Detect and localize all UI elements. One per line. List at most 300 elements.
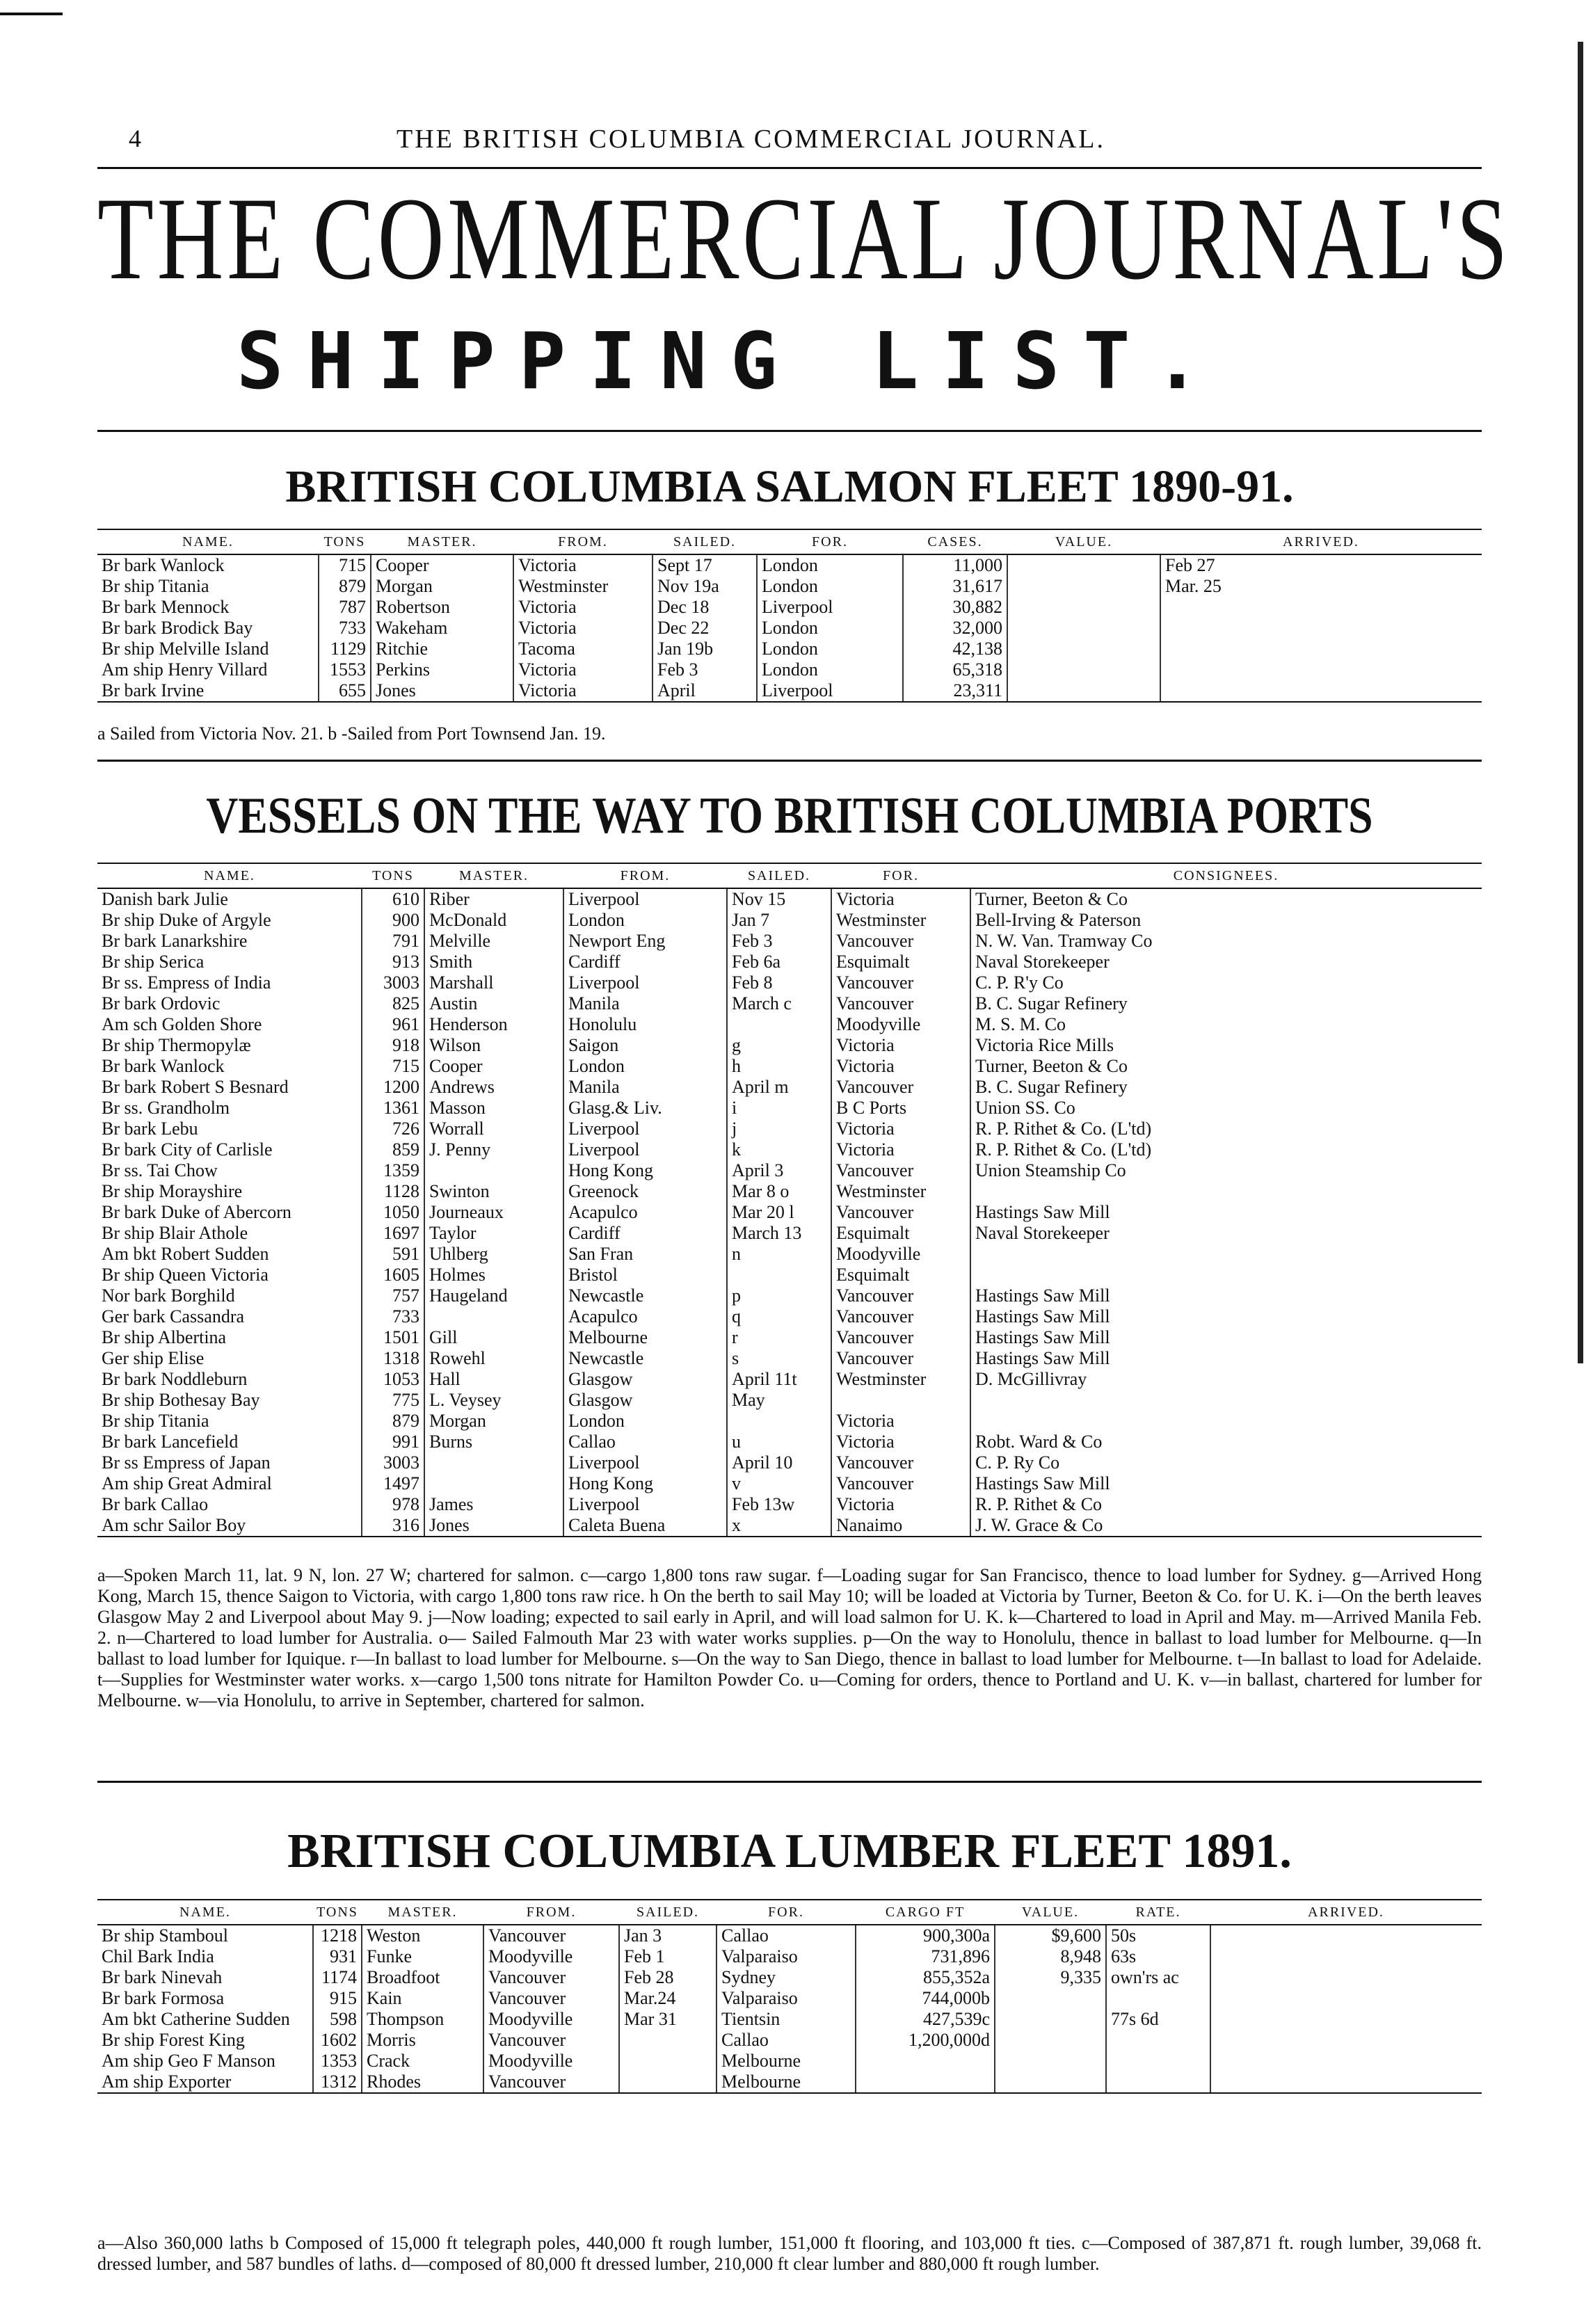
table-cell: Br ship Stamboul (102, 1925, 229, 1946)
table-cell: Perkins (371, 659, 513, 680)
table-cell: 655 (319, 680, 371, 702)
table-cell: own'rs ac (1106, 1967, 1210, 1988)
table-cell: 23,311 (903, 680, 1007, 702)
table-cell: q (727, 1306, 831, 1327)
table-cell: Hastings Saw Mill (970, 1306, 1482, 1327)
column-header: MASTER. (362, 1900, 483, 1925)
table-row (97, 1967, 1482, 1988)
table-row (97, 576, 1482, 597)
table-cell: Liverpool (563, 972, 727, 993)
table-cell: Am ship Great Admiral (102, 1473, 272, 1493)
table-cell: Br ship Forest King (102, 2030, 245, 2050)
table-cell: Newcastle (563, 1285, 727, 1306)
table-row (97, 659, 1482, 680)
table-cell: 427,539c (856, 2009, 995, 2030)
table-cell: London (563, 1056, 727, 1077)
table-cell: Jan 3 (619, 1925, 717, 1946)
table-cell: Morris (362, 2030, 483, 2051)
table-cell: Kain (362, 1988, 483, 2009)
table-cell: Tacoma (513, 639, 653, 659)
table-cell: Nov 15 (727, 888, 831, 910)
table-cell: 791 (362, 931, 424, 952)
table-row (97, 1473, 1482, 1494)
table-cell: Victoria (831, 1035, 970, 1056)
table-row (97, 1244, 1482, 1265)
table-cell: Rhodes (362, 2071, 483, 2093)
table-cell (1007, 576, 1160, 597)
table-cell: Liverpool (757, 680, 903, 702)
table-row (97, 639, 1482, 659)
table-cell: Hastings Saw Mill (970, 1327, 1482, 1348)
table-cell: Moodyville (483, 1946, 619, 1967)
salmon-fleet-title: BRITISH COLUMBIA SALMON FLEET 1890-91. (285, 461, 1294, 512)
table-cell: 77s 6d (1106, 2009, 1210, 2030)
table-cell: 913 (362, 952, 424, 972)
column-header: FROM. (563, 863, 727, 888)
table-cell: Worrall (424, 1119, 563, 1139)
table-cell: Jones (371, 680, 513, 702)
table-cell (995, 2009, 1106, 2030)
table-cell: Taylor (424, 1223, 563, 1244)
table-cell: Manila (563, 1077, 727, 1098)
table-cell: Br ship Bothesay Bay (102, 1390, 260, 1410)
table-cell: R. P. Rithet & Co (970, 1494, 1482, 1515)
table-cell: Mar 20 l (727, 1202, 831, 1223)
table-row (97, 1452, 1482, 1473)
vessels-rule (97, 1781, 1482, 1783)
table-cell: Nor bark Borghild (102, 1285, 235, 1306)
table-cell: May (727, 1390, 831, 1411)
table-cell: Westminster (831, 1181, 970, 1202)
table-cell (856, 2051, 995, 2071)
table-row (97, 597, 1482, 618)
table-cell: Victoria (831, 1119, 970, 1139)
table-cell: Moodyville (483, 2051, 619, 2071)
table-cell (619, 2071, 717, 2093)
table-cell: Melville (424, 931, 563, 952)
page-number: 4 (129, 125, 141, 152)
column-header: SAILED. (653, 529, 757, 554)
table-cell: J. Penny (424, 1139, 563, 1160)
table-cell: Victoria (513, 554, 653, 576)
table-cell: Rowehl (424, 1348, 563, 1369)
table-cell: 63s (1106, 1946, 1210, 1967)
table-cell: Cooper (371, 554, 513, 576)
table-cell: Westminster (831, 1369, 970, 1390)
table-cell: Jones (424, 1515, 563, 1537)
masthead-rule (97, 430, 1482, 432)
table-cell (970, 1390, 1482, 1411)
table-cell (995, 2051, 1106, 2071)
column-header: SAILED. (727, 863, 831, 888)
table-cell: B. C. Sugar Refinery (970, 993, 1482, 1014)
table-cell: Smith (424, 952, 563, 972)
table-cell (1210, 1967, 1482, 1988)
table-cell: Br bark Irvine (97, 680, 319, 702)
column-header: RATE. (1106, 1900, 1210, 1925)
table-cell: Br bark Noddleburn (102, 1369, 248, 1389)
table-cell: Mar 8 o (727, 1181, 831, 1202)
table-row (97, 993, 1482, 1014)
table-cell: Dec 18 (653, 597, 757, 618)
table-cell: x (727, 1515, 831, 1537)
table-cell: 1501 (362, 1327, 424, 1348)
table-cell: 3003 (362, 972, 424, 993)
column-header: NAME. (97, 529, 319, 554)
column-header: VALUE. (1007, 529, 1160, 554)
table-cell: Vancouver (483, 2030, 619, 2051)
table-row (97, 618, 1482, 639)
table-cell: Br bark Mennock (102, 597, 230, 617)
table-cell: 931 (313, 1946, 362, 1967)
table-cell: Nov 19a (653, 576, 757, 597)
table-row (97, 1181, 1482, 1202)
table-cell: Liverpool (563, 1452, 727, 1473)
table-cell (970, 1244, 1482, 1265)
table-cell: Victoria (831, 888, 970, 910)
table-row (97, 910, 1482, 931)
table-cell: Glasg.& Liv. (563, 1098, 727, 1119)
table-cell: Sept 17 (653, 554, 757, 576)
table-cell: Riber (424, 888, 563, 910)
table-row (97, 1202, 1482, 1223)
table-row (97, 1925, 1482, 1946)
table-cell: Callao (717, 2030, 856, 2051)
table-cell: 42,138 (903, 639, 1007, 659)
table-cell: Turner, Beeton & Co (970, 1056, 1482, 1077)
table-cell: Melbourne (717, 2051, 856, 2071)
table-row (97, 931, 1482, 952)
salmon-fleet-table (97, 529, 1482, 703)
table-cell: Vancouver (831, 1348, 970, 1369)
table-cell: Br bark Wanlock (102, 555, 225, 575)
table-cell (995, 2030, 1106, 2051)
table-cell: 715 (319, 554, 371, 576)
table-cell (1160, 618, 1482, 639)
table-row (97, 1014, 1482, 1035)
table-cell: Feb 6a (727, 952, 831, 972)
table-row (97, 952, 1482, 972)
table-row (97, 2030, 1482, 2051)
table-cell: 31,617 (903, 576, 1007, 597)
table-cell (424, 1306, 563, 1327)
table-cell: Nanaimo (831, 1515, 970, 1537)
table-cell: Br ship Melville Island (102, 639, 269, 659)
table-cell: Hong Kong (563, 1160, 727, 1181)
table-cell: April (653, 680, 757, 702)
table-cell: Feb 28 (619, 1967, 717, 1988)
table-cell: 855,352a (856, 1967, 995, 1988)
table-cell: 715 (362, 1056, 424, 1077)
table-cell: Vancouver (831, 1202, 970, 1223)
table-cell: 915 (313, 1988, 362, 2009)
table-cell: Mar.24 (619, 1988, 717, 2009)
table-cell: Vancouver (483, 1925, 619, 1946)
table-cell: 610 (362, 888, 424, 910)
table-cell: Hastings Saw Mill (970, 1202, 1482, 1223)
page-edge-bar (1578, 42, 1583, 1363)
table-cell: B C Ports (831, 1098, 970, 1119)
table-cell: Vancouver (831, 1327, 970, 1348)
table-cell: 9,335 (995, 1967, 1106, 1988)
table-cell (856, 2071, 995, 2093)
table-cell: April 3 (727, 1160, 831, 1181)
table-cell: Tientsin (717, 2009, 856, 2030)
table-cell: Br bark Wanlock (102, 1056, 225, 1076)
column-header: TONS (362, 863, 424, 888)
table-cell: 733 (319, 618, 371, 639)
table-row (97, 1077, 1482, 1098)
table-cell: 900 (362, 910, 424, 931)
table-cell: Westminster (513, 576, 653, 597)
table-cell: Victoria (513, 680, 653, 702)
table-cell: Cardiff (563, 1223, 727, 1244)
table-cell (1210, 2051, 1482, 2071)
table-cell: L. Veysey (424, 1390, 563, 1411)
table-cell: Am bkt Catherine Sudden (102, 2009, 290, 2029)
table-cell: Honolulu (563, 1014, 727, 1035)
table-cell (1106, 2071, 1210, 2093)
table-cell: Br ss Empress of Japan (102, 1452, 271, 1473)
table-row (97, 1139, 1482, 1160)
column-header: TONS (319, 529, 371, 554)
table-cell: Liverpool (563, 1494, 727, 1515)
table-cell: Hastings Saw Mill (970, 1285, 1482, 1306)
table-cell: Callao (563, 1432, 727, 1452)
table-cell: Am sch Golden Shore (102, 1014, 262, 1034)
table-cell: 744,000b (856, 1988, 995, 2009)
table-cell: Manila (563, 993, 727, 1014)
table-row (97, 2071, 1482, 2093)
table-cell: n (727, 1244, 831, 1265)
table-row (97, 1411, 1482, 1432)
table-cell: Vancouver (831, 1077, 970, 1098)
table-cell: 1050 (362, 1202, 424, 1223)
masthead-title: THE COMMERCIAL JOURNAL'S (97, 173, 1511, 304)
table-cell: Hong Kong (563, 1473, 727, 1494)
table-cell: Moodyville (831, 1244, 970, 1265)
column-header: CONSIGNEES. (970, 863, 1482, 888)
column-header: FOR. (717, 1900, 856, 1925)
table-cell: Liverpool (563, 888, 727, 910)
lumber-footnotes: a—Also 360,000 laths b Composed of 15,000 ft telegraph poles, 440,000 ft rough lumber, 151,000 ft flooring, and 103,000 ft ties. c—Composed of 387,871 ft. rough lumber, 39,068 ft. dressed lumber, and 587 bundles of laths. d—composed of 80,000 ft dressed lumber, 210,000 ft clear lumber and 880,000 ft rough lumber. (97, 2233, 1482, 2274)
table-cell: Vancouver (831, 1473, 970, 1494)
table-cell: 30,882 (903, 597, 1007, 618)
table-cell: Broadfoot (362, 1967, 483, 1988)
table-cell: Vancouver (483, 1967, 619, 1988)
table-row (97, 888, 1482, 910)
column-header: FROM. (483, 1900, 619, 1925)
table-row (97, 554, 1482, 576)
table-cell (619, 2030, 717, 2051)
table-cell: Vancouver (483, 2071, 619, 2093)
table-cell: Union SS. Co (970, 1098, 1482, 1119)
table-cell: k (727, 1139, 831, 1160)
table-cell: r (727, 1327, 831, 1348)
table-cell: London (757, 639, 903, 659)
table-cell: Turner, Beeton & Co (970, 888, 1482, 910)
table-cell: Holmes (424, 1265, 563, 1285)
table-cell: 1218 (313, 1925, 362, 1946)
table-cell: Valparaiso (717, 1988, 856, 2009)
table-cell (1210, 1946, 1482, 1967)
table-cell: 316 (362, 1515, 424, 1537)
table-cell: Vancouver (831, 972, 970, 993)
table-cell: Br ship Serica (102, 952, 205, 972)
masthead-subtitle: SHIPPING LIST. (237, 316, 1225, 407)
table-cell: 32,000 (903, 618, 1007, 639)
table-cell: 879 (362, 1411, 424, 1432)
table-row (97, 1327, 1482, 1348)
table-cell: Jan 7 (727, 910, 831, 931)
table-cell: s (727, 1348, 831, 1369)
table-cell: Naval Storekeeper (970, 1223, 1482, 1244)
table-cell: Morgan (424, 1411, 563, 1432)
table-cell (1106, 1988, 1210, 2009)
table-cell: Br bark Duke of Abercorn (102, 1202, 291, 1222)
table-cell: March 13 (727, 1223, 831, 1244)
table-cell: Br ss. Empress of India (102, 972, 271, 993)
table-row (97, 1056, 1482, 1077)
table-cell: London (757, 576, 903, 597)
table-row (97, 1348, 1482, 1369)
table-cell: Am bkt Robert Sudden (102, 1244, 269, 1264)
table-cell: Hall (424, 1369, 563, 1390)
table-cell: Westminster (831, 910, 970, 931)
table-cell: 900,300a (856, 1925, 995, 1946)
table-cell (1106, 2051, 1210, 2071)
table-cell: London (563, 1411, 727, 1432)
table-cell: Victoria (513, 618, 653, 639)
table-cell: April 11t (727, 1369, 831, 1390)
table-cell (1210, 2071, 1482, 2093)
table-cell: M. S. M. Co (970, 1014, 1482, 1035)
table-cell (1007, 618, 1160, 639)
vessels-table (97, 863, 1482, 1537)
table-cell: Hastings Saw Mill (970, 1473, 1482, 1494)
table-cell: N. W. Van. Tramway Co (970, 931, 1482, 952)
table-cell (1007, 639, 1160, 659)
column-header: FROM. (513, 529, 653, 554)
table-cell (970, 1411, 1482, 1432)
table-cell: Hastings Saw Mill (970, 1348, 1482, 1369)
table-cell: Ritchie (371, 639, 513, 659)
table-cell: Caleta Buena (563, 1515, 727, 1537)
table-cell: Vancouver (483, 1988, 619, 2009)
table-row (97, 1098, 1482, 1119)
table-cell: Victoria (831, 1411, 970, 1432)
table-row (97, 1223, 1482, 1244)
table-cell: Newcastle (563, 1348, 727, 1369)
column-header: ARRIVED. (1160, 529, 1482, 554)
table-cell: 825 (362, 993, 424, 1014)
vessels-title: VESSELS ON THE WAY TO BRITISH COLUMBIA PORTS (206, 787, 1373, 844)
lumber-fleet-table (97, 1899, 1482, 2094)
table-row (97, 1160, 1482, 1181)
table-cell (727, 1014, 831, 1035)
table-cell: 3003 (362, 1452, 424, 1473)
table-cell: Am ship Henry Villard (102, 659, 268, 680)
table-row (97, 680, 1482, 702)
table-cell: Melbourne (717, 2071, 856, 2093)
table-cell: 11,000 (903, 554, 1007, 576)
table-cell: Br bark Ordovic (102, 993, 221, 1013)
table-row (97, 1946, 1482, 1967)
table-cell: R. P. Rithet & Co. (L'td) (970, 1119, 1482, 1139)
table-cell: Br ship Duke of Argyle (102, 910, 271, 930)
table-cell: 978 (362, 1494, 424, 1515)
table-cell: Henderson (424, 1014, 563, 1035)
table-cell (1160, 659, 1482, 680)
table-cell: 787 (319, 597, 371, 618)
table-cell: 859 (362, 1139, 424, 1160)
top-edge-rule (0, 13, 63, 15)
table-cell: Vancouver (831, 1160, 970, 1181)
table-cell: 733 (362, 1306, 424, 1327)
table-cell: Cooper (424, 1056, 563, 1077)
salmon-footnote: a Sailed from Victoria Nov. 21. b -Sailed from Port Townsend Jan. 19. (97, 723, 606, 744)
table-cell: Victoria Rice Mills (970, 1035, 1482, 1056)
column-header: NAME. (97, 1900, 313, 1925)
table-cell (1210, 1988, 1482, 2009)
table-row (97, 1369, 1482, 1390)
column-header: FOR. (757, 529, 903, 554)
table-cell: 1128 (362, 1181, 424, 1202)
table-cell: 1359 (362, 1160, 424, 1181)
table-cell: Gill (424, 1327, 563, 1348)
table-cell: Br ship Titania (102, 576, 209, 596)
table-cell: 1361 (362, 1098, 424, 1119)
table-cell: i (727, 1098, 831, 1119)
table-cell (1007, 554, 1160, 576)
table-cell (1160, 680, 1482, 702)
table-cell: 918 (362, 1035, 424, 1056)
table-cell: g (727, 1035, 831, 1056)
table-cell: 1553 (319, 659, 371, 680)
table-cell: Sydney (717, 1967, 856, 1988)
table-cell: Br bark Robert S Besnard (102, 1077, 289, 1097)
table-row (97, 1494, 1482, 1515)
table-row (97, 1119, 1482, 1139)
table-cell (1007, 597, 1160, 618)
table-cell: 1174 (313, 1967, 362, 1988)
table-cell: Bell-Irving & Paterson (970, 910, 1482, 931)
table-cell: Andrews (424, 1077, 563, 1098)
table-cell: Esquimalt (831, 1223, 970, 1244)
table-cell: April 10 (727, 1452, 831, 1473)
table-cell (1210, 2030, 1482, 2051)
column-header: SAILED. (619, 1900, 717, 1925)
column-header: VALUE. (995, 1900, 1106, 1925)
table-cell (1160, 597, 1482, 618)
table-cell: Callao (717, 1925, 856, 1946)
header-rule (97, 167, 1482, 169)
table-cell: Acapulco (563, 1202, 727, 1223)
table-cell (1106, 2030, 1210, 2051)
table-cell: 1053 (362, 1369, 424, 1390)
table-cell: Dec 22 (653, 618, 757, 639)
table-cell: Br bark Lanarkshire (102, 931, 248, 951)
table-cell: Melbourne (563, 1327, 727, 1348)
table-cell: 598 (313, 2009, 362, 2030)
lumber-fleet-title: BRITISH COLUMBIA LUMBER FLEET 1891. (287, 1825, 1292, 1878)
table-cell (424, 1452, 563, 1473)
table-cell (619, 2051, 717, 2071)
table-cell (831, 1390, 970, 1411)
table-cell: Wilson (424, 1035, 563, 1056)
column-header: CASES. (903, 529, 1007, 554)
table-cell: Mar. 25 (1160, 576, 1482, 597)
